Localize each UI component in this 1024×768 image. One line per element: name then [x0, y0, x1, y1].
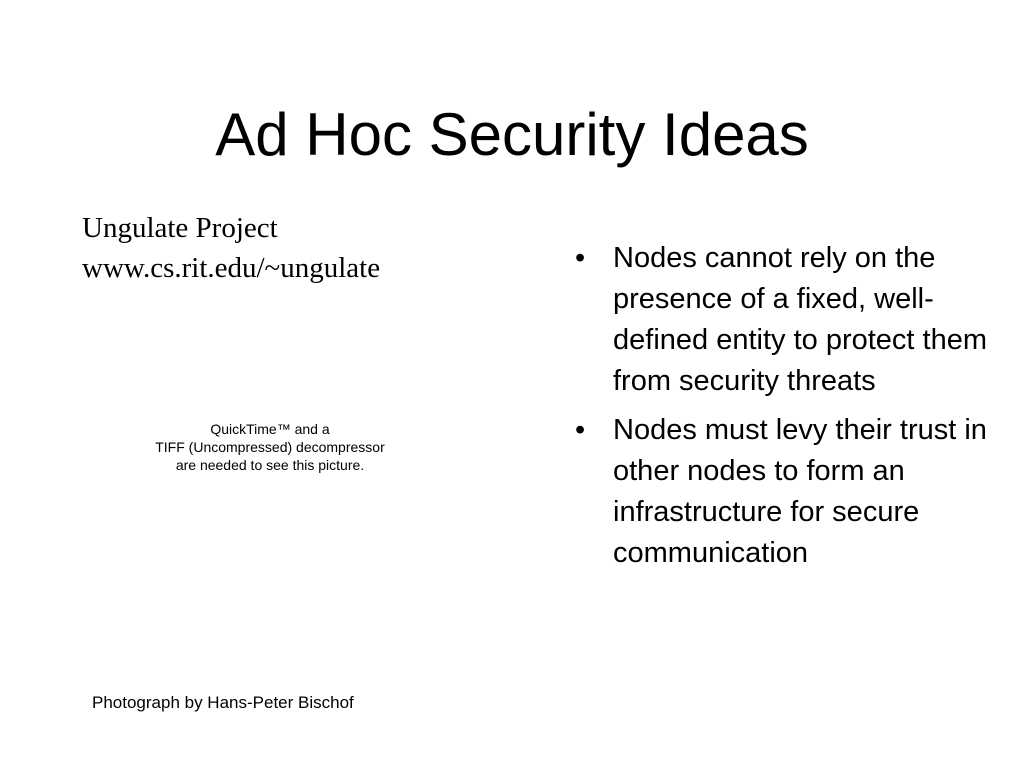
bullet-text: Nodes must levy their trust in other nodes to form an infrastructure for secure communication — [613, 414, 987, 569]
bullet-icon: • — [575, 242, 586, 274]
bullet-item — [575, 238, 1015, 402]
image-placeholder — [110, 420, 430, 474]
bullet-icon: • — [575, 414, 586, 446]
project-url: www.cs.rit.edu/~ungulate — [82, 252, 381, 284]
bullet-list — [575, 238, 1015, 582]
project-name: Ungulate Project — [82, 212, 278, 244]
bullet-item — [575, 410, 1015, 574]
project-info — [82, 208, 502, 288]
bullet-text: Nodes cannot rely on the presence of a fixed, well-defined entity to protect them from security threats — [613, 242, 987, 397]
placeholder-line-3: are needed to see this picture. — [175, 457, 365, 473]
slide-title: Ad Hoc Security Ideas — [215, 101, 809, 168]
placeholder-line-1: QuickTime™ and a — [210, 421, 330, 437]
placeholder-line-2: TIFF (Uncompressed) decompressor — [155, 439, 385, 455]
photo-caption: Photograph by Hans-Peter Bischof — [92, 693, 354, 712]
